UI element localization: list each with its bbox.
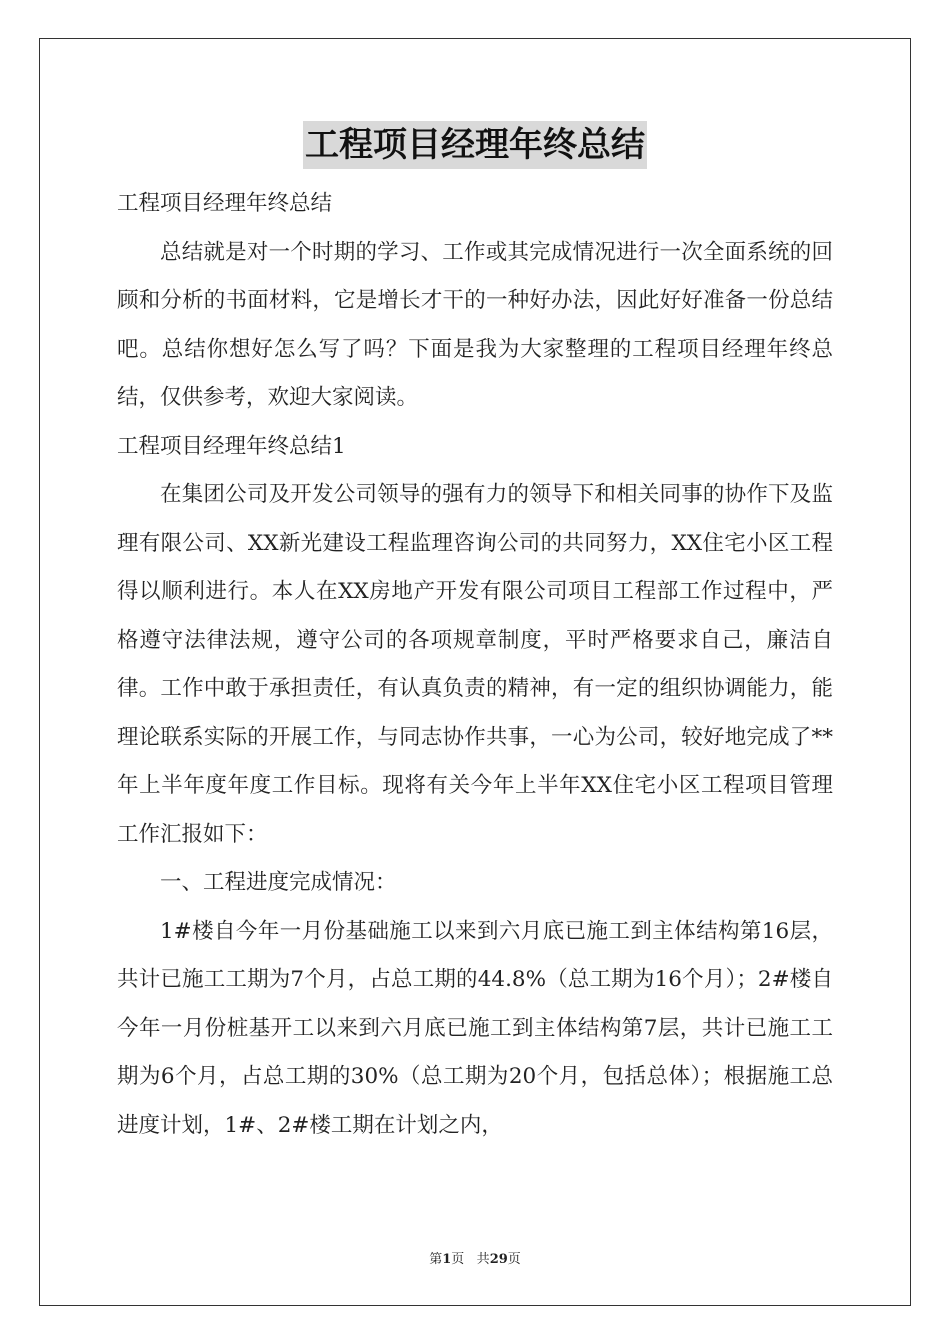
document-body [117,180,833,1150]
document-title: 工程项目经理年终总结 [303,121,647,169]
body-paragraph: 在集团公司及开发公司领导的强有力的领导下和相关同事的协作下及监理有限公司、XX新光建设工程监理咨询公司的共同努力，XX住宅小区工程得以顺利进行。本人在XX房地产开发有限公司项目工程部工作过程中，严格遵守法律法规，遵守公司的各项规章制度，平时严格要求自己，廉洁自律。工作中敢于承担责任，有认真负责的精神，有一定的组织协调能力，能理论联系实际的开展工作，与同志协作共事，一心为公司，较好地完成了**年上半年度年度工作目标。现将有关今年上半年XX住宅小区工程项目管理工作汇报如下： [117,482,833,847]
page-footer [0,1248,950,1267]
page-suffix: 页 [451,1252,465,1267]
total-suffix: 页 [507,1252,521,1267]
page-current: 1 [442,1252,452,1267]
title-container [0,121,950,169]
page-prefix: 第 [429,1252,443,1267]
subtitle-paragraph: 工程项目经理年终总结 [117,191,333,216]
page-total: 29 [489,1252,508,1267]
section-heading: 工程项目经理年终总结1 [117,433,346,459]
total-prefix: 共 [476,1252,490,1267]
subsection-heading: 一、工程进度完成情况： [160,870,397,895]
progress-paragraph: 1#楼自今年一月份基础施工以来到六月底已施工到主体结构第16层，共计已施工工期为7个月，占总工期的44.8%（总工期为16个月）；2#楼自今年一月份桩基开工以来到六月底已施工到主体结构第7层，共计已施工工期为6个月，占总工期的30%（总工期为20个月，包括总体）；根据施工总进度计划，1#、2#楼工期在计划之内， [117,918,833,1138]
intro-paragraph: 总结就是对一个时期的学习、工作或其完成情况进行一次全面系统的回顾和分析的书面材料，它是增长才干的一种好办法，因此好好准备一份总结吧。总结你想好怎么写了吗？下面是我为大家整理的工程项目经理年终总结，仅供参考，欢迎大家阅读。 [117,239,833,410]
